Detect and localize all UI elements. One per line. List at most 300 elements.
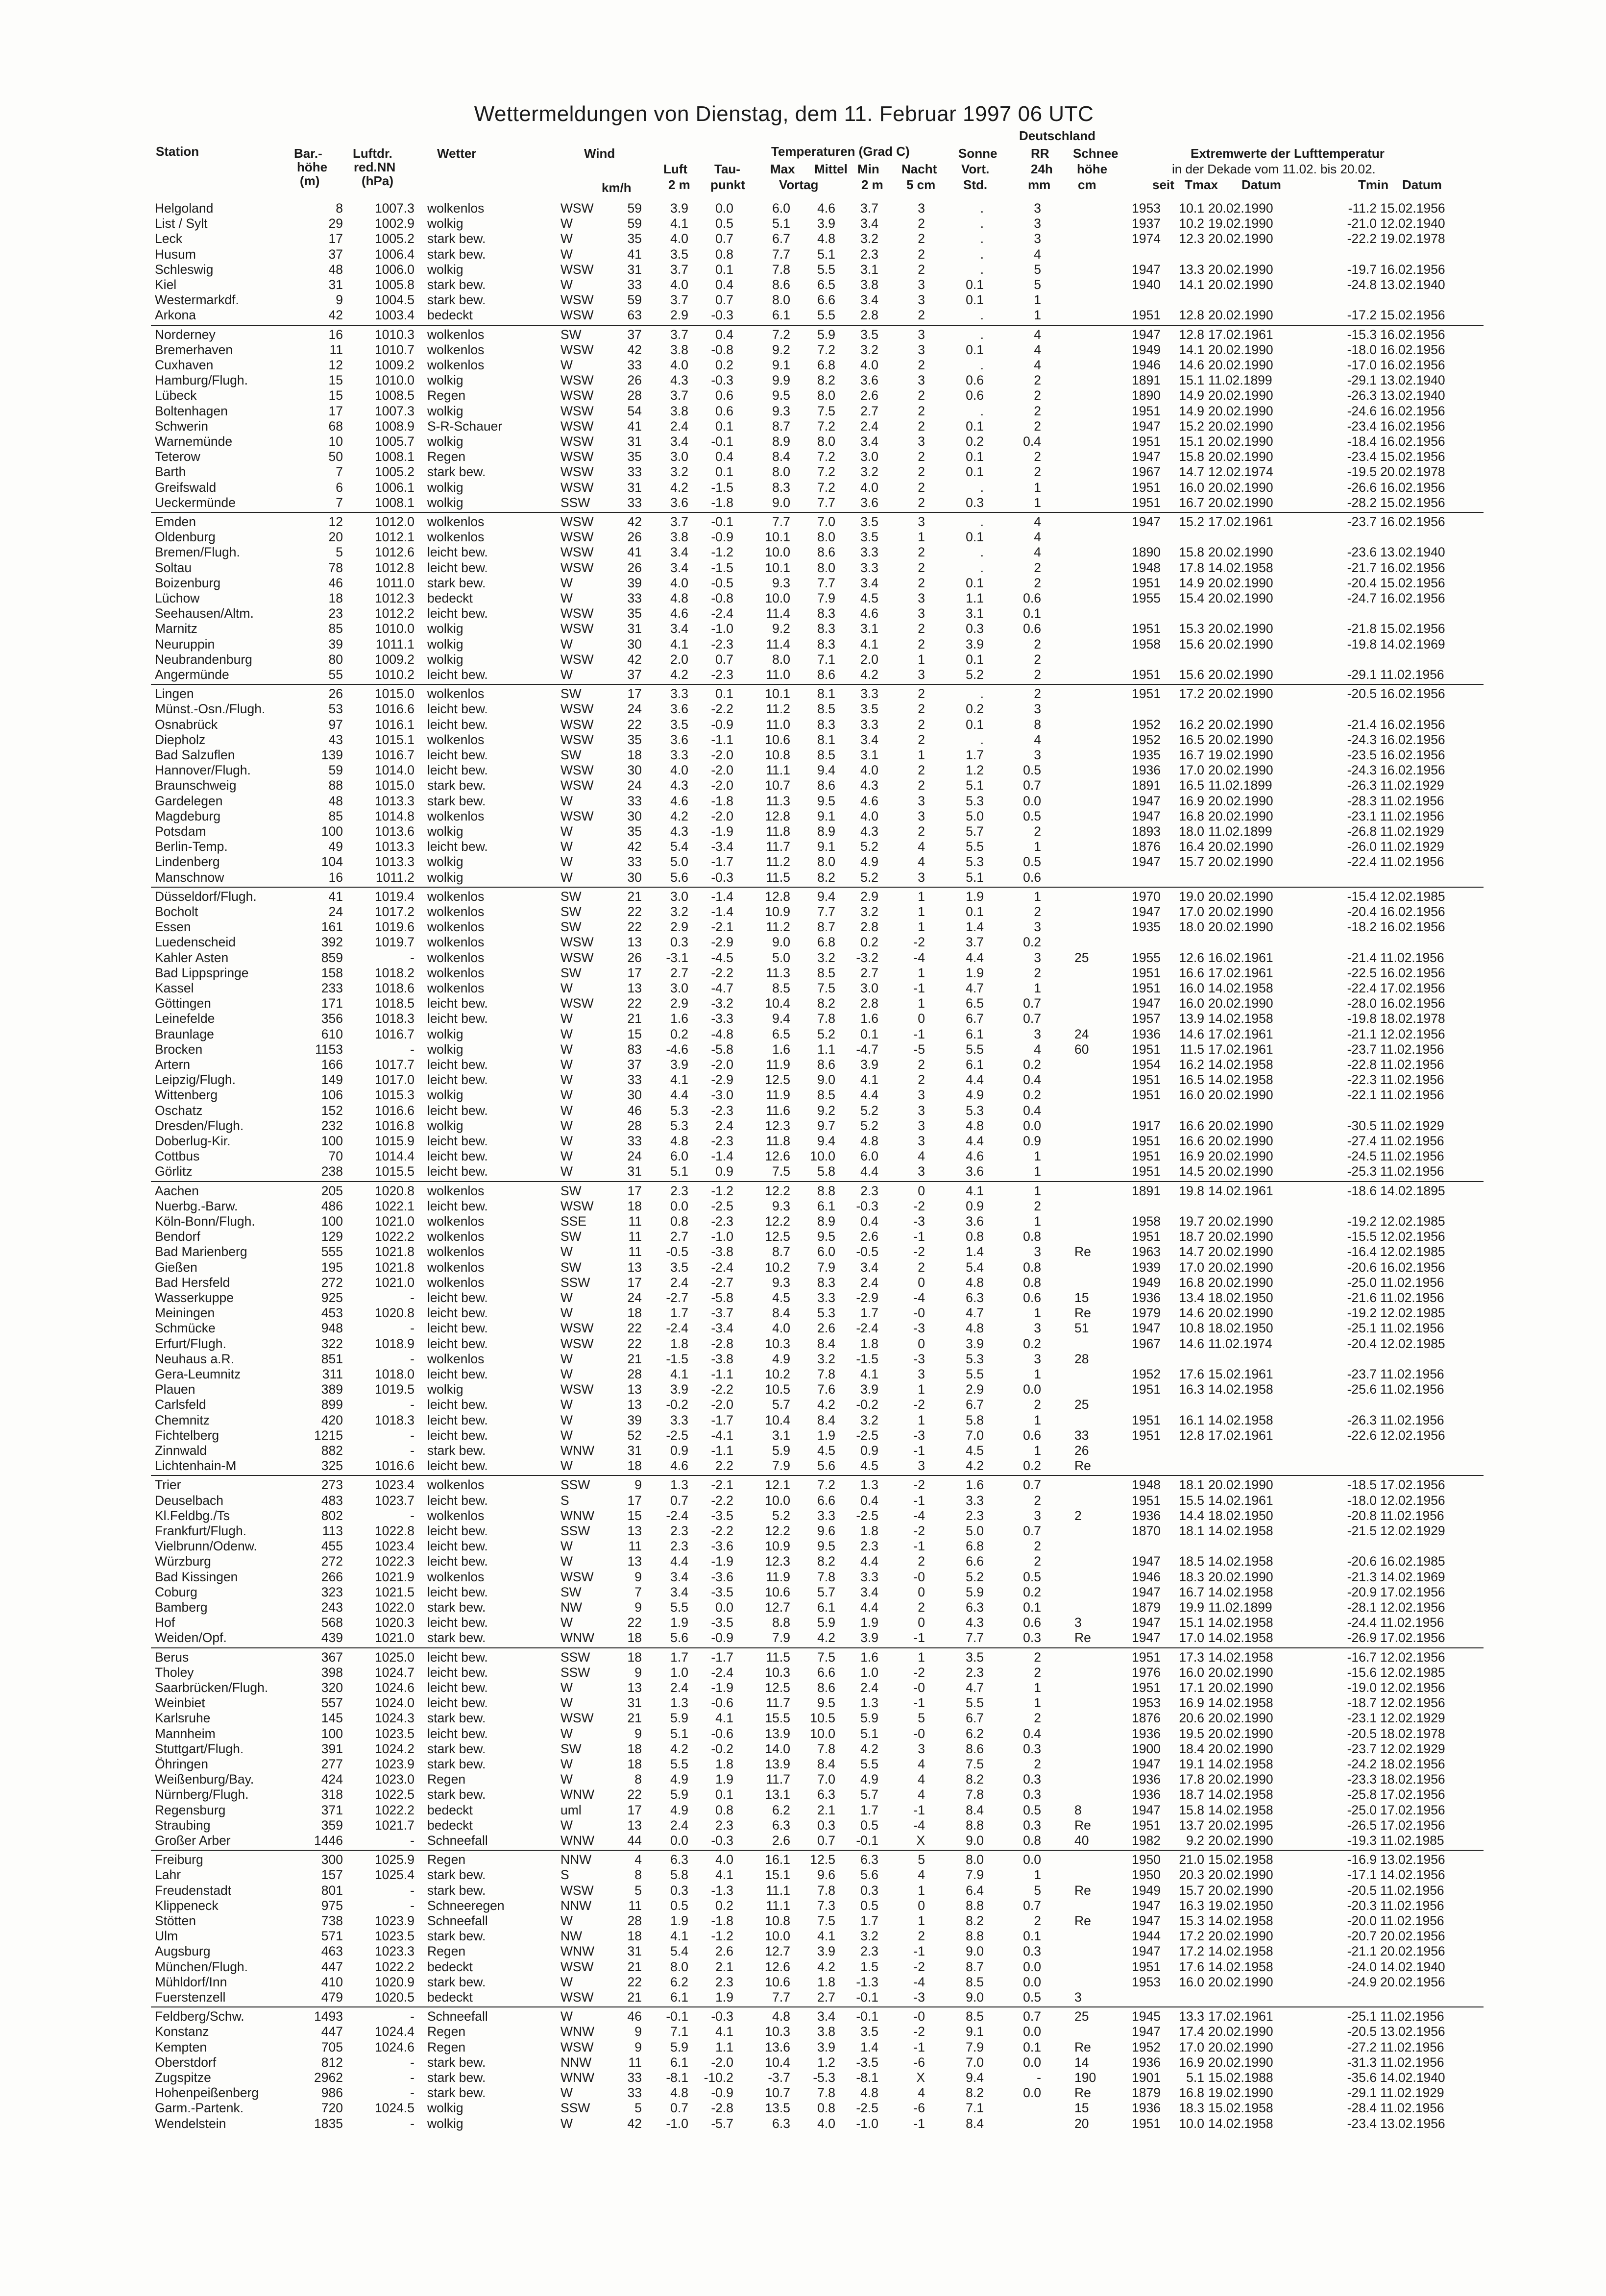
cell-luft: 3.4 bbox=[670, 621, 688, 636]
cell-taupunkt: 2.4 bbox=[715, 1118, 733, 1133]
cell-rr: 2 bbox=[1034, 667, 1041, 682]
cell-hoehe: 899 bbox=[321, 1397, 343, 1412]
cell-luft: 3.5 bbox=[670, 1259, 688, 1275]
cell-datum-min: 13.02.1956 bbox=[1380, 2116, 1445, 2131]
cell-luftdruck: 1017.0 bbox=[374, 1072, 414, 1088]
cell-luftdruck: 1025.4 bbox=[374, 1867, 414, 1883]
cell-schnee: 20 bbox=[1074, 2116, 1089, 2131]
cell-min: 4.2 bbox=[860, 667, 878, 682]
cell-max: 10.9 bbox=[765, 904, 790, 919]
cell-luft: 3.9 bbox=[670, 201, 688, 216]
header-mittel: Mittel bbox=[814, 162, 848, 176]
cell-station: Teterow bbox=[155, 449, 200, 464]
cell-wind-dir: W bbox=[560, 854, 573, 870]
header-min-2m: 2 m bbox=[861, 177, 883, 192]
cell-luft: -8.1 bbox=[666, 2070, 688, 2085]
cell-max: 13.1 bbox=[765, 1787, 790, 1802]
cell-luftdruck: 1010.2 bbox=[374, 667, 414, 682]
cell-mittel: 7.5 bbox=[817, 981, 835, 995]
cell-luft: 0.9 bbox=[670, 1443, 688, 1458]
cell-wetter: Schneeregen bbox=[427, 1898, 505, 1913]
cell-tmin: -25.1 bbox=[1347, 2009, 1377, 2024]
table-row bbox=[0, 904, 1606, 919]
cell-max: 1.6 bbox=[772, 1041, 790, 1057]
table-row bbox=[0, 2085, 1606, 2101]
cell-min: 3.3 bbox=[860, 560, 878, 575]
cell-tmin: -24.0 bbox=[1347, 1959, 1377, 1974]
cell-mittel: 1.2 bbox=[817, 2054, 835, 2070]
cell-wetter: stark bew. bbox=[427, 246, 486, 262]
cell-mittel: 8.6 bbox=[817, 667, 835, 682]
cell-tmin: -21.1 bbox=[1347, 1944, 1377, 1959]
cell-luftdruck: 1010.0 bbox=[374, 373, 414, 388]
cell-wind-speed: 24 bbox=[627, 701, 642, 717]
cell-datum-min: 17.02.1956 bbox=[1380, 1477, 1445, 1493]
cell-wind-dir: WSW bbox=[560, 717, 594, 732]
cell-seit: 1947 bbox=[1132, 1913, 1161, 1928]
cell-max: 8.7 bbox=[772, 1244, 790, 1259]
header-seit: seit bbox=[1152, 177, 1174, 192]
cell-seit: 1893 bbox=[1132, 824, 1161, 839]
cell-station: Dresden/Flugh. bbox=[155, 1118, 244, 1133]
cell-rr: 2 bbox=[1034, 904, 1041, 919]
cell-min: 3.6 bbox=[860, 495, 878, 510]
cell-nacht: 2 bbox=[918, 246, 925, 262]
cell-nacht: 1 bbox=[918, 889, 925, 904]
cell-max: 13.9 bbox=[765, 1757, 790, 1771]
cell-station: Ueckermünde bbox=[155, 495, 236, 510]
cell-seit: 1948 bbox=[1132, 560, 1161, 575]
cell-seit: 1951 bbox=[1132, 1041, 1161, 1057]
table-row bbox=[0, 1852, 1606, 1867]
cell-luftdruck: 1012.8 bbox=[374, 560, 414, 575]
cell-tmax: 19.8 bbox=[1179, 1183, 1204, 1198]
cell-nacht: 0 bbox=[918, 1275, 925, 1290]
cell-seit: 1949 bbox=[1132, 342, 1161, 357]
cell-wind-speed: 33 bbox=[627, 495, 642, 510]
cell-rr: 0.1 bbox=[1023, 2039, 1041, 2054]
cell-max: 10.6 bbox=[765, 1974, 790, 1989]
cell-sonne: 6.3 bbox=[966, 1290, 984, 1305]
cell-datum-min: 12.02.1956 bbox=[1380, 1493, 1445, 1508]
cell-wind-speed: 21 bbox=[627, 1959, 642, 1974]
cell-wetter: wolkig bbox=[427, 373, 463, 388]
cell-min: 0.4 bbox=[860, 1493, 878, 1508]
cell-luft: 3.7 bbox=[670, 514, 688, 529]
cell-hoehe: 801 bbox=[321, 1883, 343, 1898]
cell-hoehe: 571 bbox=[321, 1929, 343, 1944]
cell-taupunkt: -2.0 bbox=[711, 808, 733, 823]
cell-station: Bocholt bbox=[155, 904, 198, 919]
cell-hoehe: 80 bbox=[328, 652, 343, 667]
cell-wetter: S-R-Schauer bbox=[427, 418, 503, 434]
cell-hoehe: 802 bbox=[321, 1508, 343, 1523]
cell-rr: 0.5 bbox=[1023, 808, 1041, 823]
cell-station: Bremerhaven bbox=[155, 342, 233, 357]
table-row bbox=[0, 358, 1606, 373]
cell-tmax: 16.5 bbox=[1179, 1072, 1204, 1088]
cell-tmin: -11.2 bbox=[1348, 201, 1377, 216]
cell-datum-max: 20.02.1990 bbox=[1208, 342, 1273, 357]
cell-luftdruck: 1021.0 bbox=[374, 1630, 414, 1645]
cell-wind-dir: W bbox=[560, 2009, 573, 2024]
cell-mittel: 8.7 bbox=[817, 919, 835, 935]
cell-datum-min: 12.02.1929 bbox=[1380, 1711, 1445, 1726]
cell-max: 8.5 bbox=[772, 981, 790, 995]
cell-taupunkt: 0.6 bbox=[715, 388, 733, 403]
cell-luft: 3.0 bbox=[670, 449, 688, 464]
cell-luftdruck: 1021.8 bbox=[374, 1244, 414, 1259]
cell-luft: -2.4 bbox=[666, 1508, 688, 1523]
cell-wetter: leicht bew. bbox=[427, 1665, 488, 1680]
cell-tmax: 17.0 bbox=[1179, 1259, 1204, 1275]
cell-mittel: 5.9 bbox=[817, 327, 835, 342]
cell-tmax: 18.5 bbox=[1179, 1554, 1204, 1569]
cell-taupunkt: -1.4 bbox=[711, 904, 733, 919]
cell-wetter: wolkig bbox=[427, 824, 463, 839]
cell-tmin: -21.1 bbox=[1347, 1026, 1377, 1041]
cell-tmin: -21.7 bbox=[1347, 560, 1377, 575]
cell-min: 3.3 bbox=[860, 686, 878, 701]
cell-datum-max: 20.02.1990 bbox=[1208, 1477, 1273, 1493]
cell-min: 5.2 bbox=[860, 1103, 878, 1118]
cell-mittel: 8.5 bbox=[817, 748, 835, 762]
cell-wind-dir: SSW bbox=[560, 1523, 590, 1538]
cell-station: Düsseldorf/Flugh. bbox=[155, 889, 257, 904]
cell-wind-speed: 11 bbox=[628, 1229, 642, 1244]
cell-max: 5.9 bbox=[772, 1443, 790, 1458]
table-row bbox=[0, 1695, 1606, 1711]
cell-wind-dir: NW bbox=[560, 1600, 583, 1615]
cell-hoehe: 171 bbox=[321, 996, 343, 1011]
cell-sonne: 5.1 bbox=[966, 778, 984, 793]
cell-luft: -0.1 bbox=[666, 2009, 688, 2024]
cell-mittel: 8.3 bbox=[817, 1275, 835, 1290]
table-row bbox=[0, 1149, 1606, 1164]
cell-datum-min: 18.02.1956 bbox=[1380, 1772, 1445, 1787]
cell-seit: 1947 bbox=[1132, 1630, 1161, 1645]
cell-max: 10.9 bbox=[765, 1539, 790, 1554]
cell-nacht: 3 bbox=[918, 1741, 925, 1756]
cell-taupunkt: 0.7 bbox=[715, 292, 733, 308]
table-row bbox=[0, 1680, 1606, 1695]
cell-max: 11.7 bbox=[766, 839, 790, 854]
cell-wetter: leicht bew. bbox=[427, 545, 488, 560]
cell-taupunkt: -2.4 bbox=[711, 1665, 733, 1680]
cell-datum-min: 12.02.1985 bbox=[1380, 1214, 1445, 1229]
cell-max: 13.9 bbox=[765, 1726, 790, 1741]
cell-min: -4.7 bbox=[856, 1041, 878, 1057]
cell-tmax: 10.0 bbox=[1179, 2116, 1204, 2131]
cell-datum-min: 17.02.1956 bbox=[1380, 1802, 1445, 1817]
cell-rr: 0.2 bbox=[1023, 1336, 1041, 1351]
cell-mittel: 8.2 bbox=[817, 1554, 835, 1569]
cell-luftdruck: 1023.3 bbox=[374, 1944, 414, 1959]
cell-taupunkt: 2.3 bbox=[715, 1817, 733, 1833]
cell-wind-dir: W bbox=[560, 1427, 573, 1443]
cell-rr: 1 bbox=[1034, 1305, 1041, 1321]
cell-min: 0.2 bbox=[860, 935, 878, 950]
cell-datum-max: 15.02.1958 bbox=[1208, 2101, 1273, 2116]
cell-datum-min: 16.02.1956 bbox=[1380, 560, 1445, 575]
cell-seit: 1870 bbox=[1132, 1523, 1161, 1538]
cell-hoehe: 8 bbox=[336, 201, 343, 216]
cell-tmin: -16.7 bbox=[1347, 1649, 1377, 1665]
cell-wind-dir: SSW bbox=[560, 1275, 590, 1290]
cell-seit: 1901 bbox=[1132, 2070, 1161, 2085]
cell-wind-speed: 11 bbox=[628, 1244, 642, 1259]
cell-datum-max: 20.02.1990 bbox=[1208, 1665, 1273, 1680]
cell-luftdruck: 1012.2 bbox=[374, 606, 414, 621]
cell-datum-min: 20.02.1956 bbox=[1380, 1974, 1445, 1989]
cell-wind-dir: WSW bbox=[560, 1711, 594, 1726]
cell-seit: 1967 bbox=[1132, 464, 1161, 480]
cell-datum-min: 12.02.1956 bbox=[1380, 1427, 1445, 1443]
cell-tmin: -20.4 bbox=[1347, 904, 1377, 919]
cell-schnee: 25 bbox=[1074, 1397, 1089, 1412]
cell-hoehe: 486 bbox=[321, 1198, 343, 1213]
cell-nacht: -2 bbox=[913, 1397, 925, 1412]
cell-wind-speed: 22 bbox=[627, 1787, 642, 1802]
cell-seit: 1891 bbox=[1132, 1183, 1161, 1198]
table-row bbox=[0, 606, 1606, 621]
cell-sonne: . bbox=[980, 686, 984, 701]
cell-min: 4.9 bbox=[860, 854, 878, 870]
cell-wetter: leicht bew. bbox=[427, 1011, 488, 1026]
cell-hoehe: 15 bbox=[328, 373, 343, 388]
cell-nacht: 0 bbox=[918, 1898, 925, 1913]
cell-wetter: wolkig bbox=[427, 652, 463, 667]
cell-min: 4.5 bbox=[860, 1458, 878, 1474]
cell-nacht: -1 bbox=[913, 981, 925, 995]
cell-mittel: 8.9 bbox=[817, 824, 835, 839]
cell-taupunkt: -4.1 bbox=[711, 1427, 733, 1443]
cell-sonne: 7.9 bbox=[966, 1867, 984, 1883]
cell-min: -1.5 bbox=[856, 1351, 878, 1366]
cell-wetter: stark bew. bbox=[427, 292, 486, 308]
cell-hoehe: 26 bbox=[328, 686, 343, 701]
table-row bbox=[0, 1214, 1606, 1229]
cell-taupunkt: 0.1 bbox=[715, 1787, 733, 1802]
cell-hoehe: 12 bbox=[328, 514, 343, 529]
cell-wetter: leicht bew. bbox=[427, 1427, 488, 1443]
cell-luft: 2.3 bbox=[670, 1523, 688, 1538]
cell-tmax: 17.8 bbox=[1179, 560, 1204, 575]
cell-wind-speed: 22 bbox=[627, 904, 642, 919]
cell-mittel: 7.7 bbox=[817, 495, 835, 510]
cell-tmax: 21.0 bbox=[1179, 1852, 1204, 1867]
cell-tmin: -19.2 bbox=[1347, 1305, 1377, 1321]
cell-mittel: 9.0 bbox=[817, 1072, 835, 1088]
table-row bbox=[0, 1585, 1606, 1600]
cell-rr: 0.5 bbox=[1023, 1569, 1041, 1584]
table-row bbox=[0, 464, 1606, 480]
table-row bbox=[0, 419, 1606, 434]
cell-station: Erfurt/Flugh. bbox=[155, 1336, 226, 1351]
cell-sonne: 7.0 bbox=[966, 1427, 984, 1443]
cell-station: Cuxhaven bbox=[155, 358, 214, 372]
cell-rr: 0.6 bbox=[1023, 1427, 1041, 1443]
cell-datum-max: 20.02.1990 bbox=[1208, 1118, 1273, 1133]
cell-seit: 1951 bbox=[1132, 1427, 1161, 1443]
cell-rr: 2 bbox=[1034, 1711, 1041, 1726]
cell-tmax: 15.8 bbox=[1179, 545, 1204, 560]
cell-sonne: 0.3 bbox=[966, 495, 984, 510]
cell-nacht: 3 bbox=[918, 1134, 925, 1148]
cell-wind-speed: 46 bbox=[627, 1103, 642, 1118]
cell-max: 9.2 bbox=[772, 621, 790, 636]
cell-mittel: 9.4 bbox=[817, 763, 835, 778]
cell-wetter: leicht bew. bbox=[427, 1367, 488, 1381]
cell-wind-speed: 11 bbox=[628, 1898, 642, 1913]
cell-max: 10.0 bbox=[765, 545, 790, 560]
cell-taupunkt: -2.0 bbox=[711, 763, 733, 778]
cell-seit: 1937 bbox=[1132, 216, 1161, 231]
header-schnee-hoehe: höhe bbox=[1077, 162, 1108, 176]
cell-station: Marnitz bbox=[155, 621, 197, 636]
cell-wind-dir: W bbox=[560, 1118, 573, 1133]
cell-hoehe: 398 bbox=[321, 1665, 343, 1680]
cell-max: 8.8 bbox=[772, 1615, 790, 1630]
cell-datum-max: 16.02.1961 bbox=[1208, 950, 1273, 965]
cell-rr: 0.7 bbox=[1023, 2009, 1041, 2024]
cell-nacht: X bbox=[916, 1833, 925, 1848]
cell-wind-dir: SSW bbox=[560, 1665, 590, 1680]
cell-sonne: 0.2 bbox=[966, 434, 984, 449]
cell-rr: 2 bbox=[1034, 373, 1041, 388]
cell-datum-min: 14.02.1969 bbox=[1380, 636, 1445, 652]
cell-wind-speed: 18 bbox=[627, 1649, 642, 1665]
cell-wind-dir: W bbox=[560, 1290, 573, 1305]
cell-wetter: wolkig bbox=[427, 1026, 463, 1041]
cell-mittel: 9.5 bbox=[817, 1539, 835, 1554]
cell-wind-speed: 42 bbox=[627, 514, 642, 529]
cell-wind-dir: SSW bbox=[560, 2101, 590, 2116]
cell-rr: 1 bbox=[1034, 1367, 1041, 1381]
cell-wetter: leicht bew. bbox=[427, 1458, 488, 1474]
cell-min: 3.2 bbox=[860, 231, 878, 246]
cell-taupunkt: -1.9 bbox=[711, 1554, 733, 1569]
cell-mittel: 6.8 bbox=[817, 358, 835, 372]
cell-hoehe: 705 bbox=[321, 2039, 343, 2054]
cell-wind-dir: WSW bbox=[560, 701, 594, 717]
cell-rr: 2 bbox=[1034, 652, 1041, 667]
cell-mittel: 2.7 bbox=[817, 1990, 835, 2005]
cell-taupunkt: -5.8 bbox=[711, 1290, 733, 1305]
cell-datum-min: 18.02.1956 bbox=[1380, 1757, 1445, 1771]
cell-max: 7.7 bbox=[772, 1990, 790, 2005]
cell-sonne: . bbox=[980, 732, 984, 747]
cell-tmin: -26.6 bbox=[1347, 480, 1377, 495]
cell-luft: 4.1 bbox=[670, 216, 688, 231]
cell-datum-max: 20.02.1990 bbox=[1208, 1883, 1273, 1898]
cell-station: Bad Salzuflen bbox=[155, 748, 235, 762]
cell-luft: 2.7 bbox=[670, 965, 688, 980]
cell-tmax: 18.4 bbox=[1179, 1741, 1204, 1756]
cell-mittel: 8.3 bbox=[817, 717, 835, 732]
cell-seit: 1951 bbox=[1132, 403, 1161, 418]
cell-station: Zugspitze bbox=[155, 2070, 211, 2085]
table-row bbox=[0, 1833, 1606, 1848]
cell-rr: 3 bbox=[1034, 1244, 1041, 1259]
cell-wind-dir: W bbox=[560, 1041, 573, 1057]
cell-wetter: wolkig bbox=[427, 1382, 463, 1397]
cell-mittel: 6.1 bbox=[817, 1198, 835, 1213]
cell-wind-speed: 13 bbox=[627, 1817, 642, 1833]
cell-station: Bamberg bbox=[155, 1600, 208, 1615]
cell-tmax: 16.5 bbox=[1179, 778, 1204, 793]
cell-min: 0.4 bbox=[860, 1214, 878, 1229]
cell-luft: 0.0 bbox=[670, 1833, 688, 1848]
cell-wetter: leicht bew. bbox=[427, 763, 488, 778]
cell-nacht: -2 bbox=[913, 1523, 925, 1538]
cell-tmax: 16.4 bbox=[1179, 839, 1204, 854]
cell-station: Kassel bbox=[155, 981, 194, 995]
cell-sonne: 5.2 bbox=[966, 1569, 984, 1584]
cell-tmin: -29.1 bbox=[1347, 667, 1377, 682]
cell-hoehe: 42 bbox=[328, 308, 343, 323]
cell-luftdruck: 1023.4 bbox=[374, 1539, 414, 1554]
cell-tmin: -15.6 bbox=[1347, 1665, 1377, 1680]
cell-sonne: 4.1 bbox=[966, 1183, 984, 1198]
cell-luft: 2.4 bbox=[670, 1275, 688, 1290]
cell-station: Bad Marienberg bbox=[155, 1244, 247, 1259]
cell-tmax: 16.3 bbox=[1179, 1898, 1204, 1913]
cell-station: Oldenburg bbox=[155, 530, 216, 545]
cell-wind-speed: 22 bbox=[627, 996, 642, 1011]
cell-wind-speed: 17 bbox=[627, 1183, 642, 1198]
cell-tmax: 15.6 bbox=[1179, 636, 1204, 652]
cell-tmax: 18.3 bbox=[1179, 1569, 1204, 1584]
cell-luftdruck: 1012.6 bbox=[374, 545, 414, 560]
cell-taupunkt: -3.5 bbox=[711, 1508, 733, 1523]
cell-min: -0.5 bbox=[856, 1244, 878, 1259]
table-row bbox=[0, 1244, 1606, 1259]
cell-nacht: 2 bbox=[918, 358, 925, 372]
cell-station: Bad Kissingen bbox=[155, 1569, 238, 1584]
cell-wind-speed: 30 bbox=[627, 1088, 642, 1103]
cell-luftdruck: 1016.6 bbox=[374, 1458, 414, 1474]
cell-datum-max: 20.02.1990 bbox=[1208, 1772, 1273, 1787]
cell-min: 3.9 bbox=[860, 1630, 878, 1645]
cell-luft: 4.8 bbox=[670, 1134, 688, 1148]
cell-rr: 0.3 bbox=[1023, 1741, 1041, 1756]
cell-seit: 1951 bbox=[1132, 495, 1161, 510]
cell-min: 5.6 bbox=[860, 1867, 878, 1883]
cell-max: 12.1 bbox=[765, 1477, 790, 1493]
cell-min: 3.5 bbox=[860, 514, 878, 529]
cell-mittel: 10.0 bbox=[810, 1726, 835, 1741]
cell-datum-min: 17.02.1956 bbox=[1380, 981, 1445, 995]
cell-max: 12.8 bbox=[765, 889, 790, 904]
cell-sonne: 1.4 bbox=[966, 1244, 984, 1259]
cell-seit: 1951 bbox=[1132, 434, 1161, 449]
cell-seit: 1947 bbox=[1132, 514, 1161, 529]
cell-wetter: wolkenlos bbox=[427, 808, 485, 823]
table-row bbox=[0, 1352, 1606, 1367]
cell-rr: 0.3 bbox=[1023, 1772, 1041, 1787]
table-row bbox=[0, 495, 1606, 510]
cell-mittel: 4.6 bbox=[817, 201, 835, 216]
cell-nacht: 2 bbox=[918, 262, 925, 277]
cell-max: 11.2 bbox=[766, 854, 790, 870]
cell-station: Leipzig/Flugh. bbox=[155, 1072, 236, 1088]
cell-seit: 1876 bbox=[1132, 1711, 1161, 1726]
cell-tmax: 15.7 bbox=[1179, 1883, 1204, 1898]
cell-tmin: -35.6 bbox=[1347, 2070, 1377, 2085]
cell-tmax: 9.2 bbox=[1186, 1833, 1204, 1848]
cell-datum-max: 20.02.1990 bbox=[1208, 1149, 1273, 1164]
